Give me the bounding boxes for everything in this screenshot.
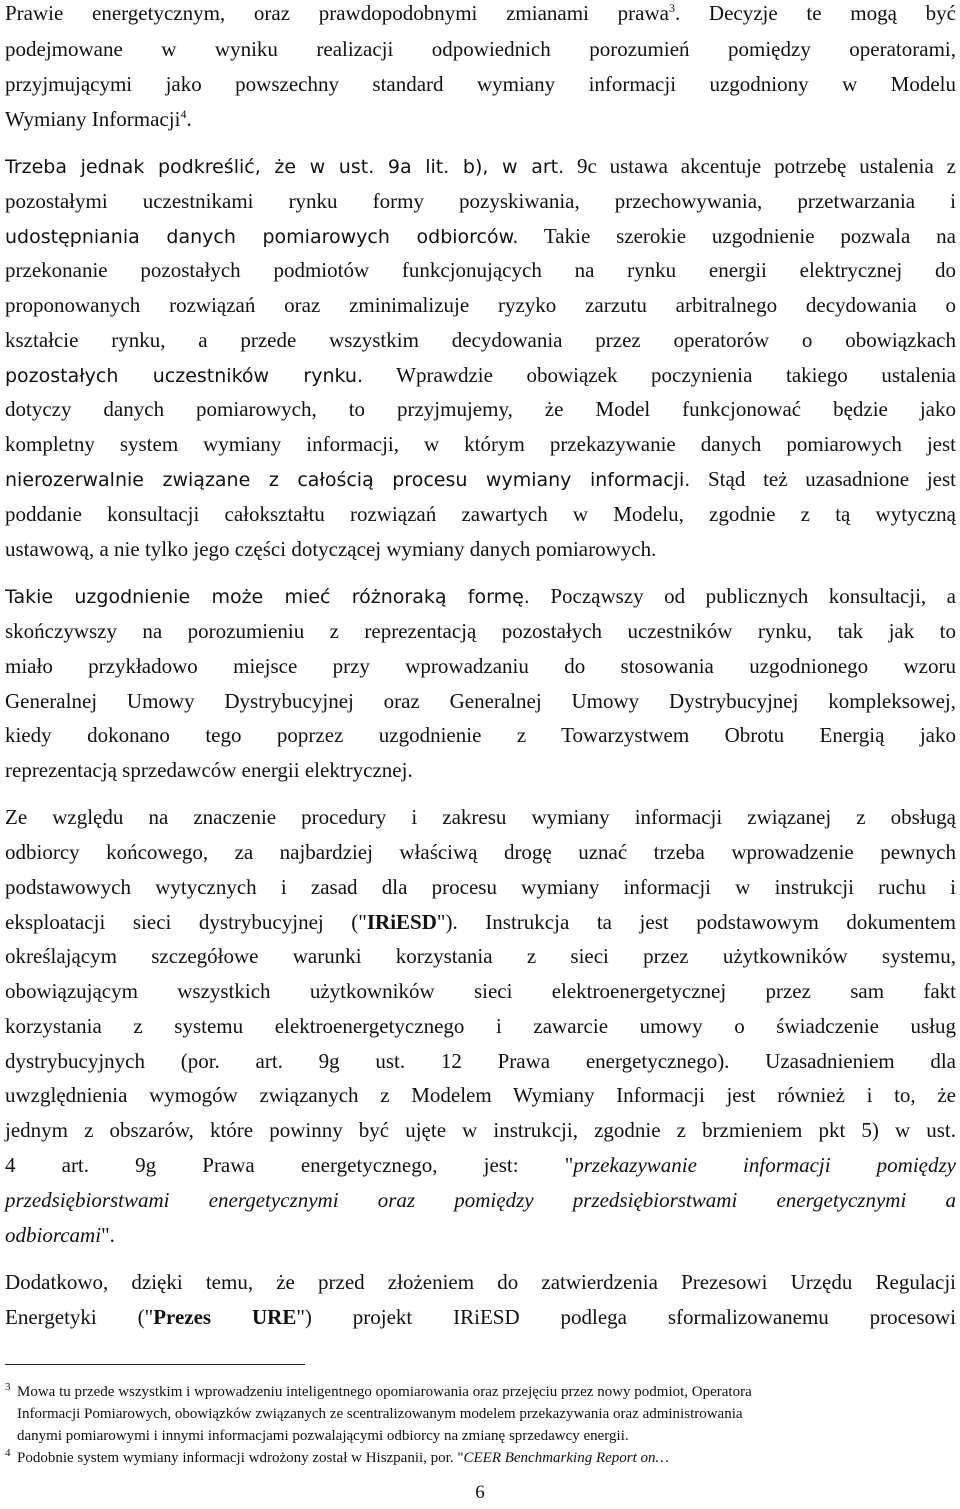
- paragraph-line: przekonanie pozostałych podmiotów funkcjonujących na rynku energii elektrycznej do: [5, 258, 956, 282]
- footnote-ref: 3: [668, 1, 675, 15]
- paragraph-line: odbiorcami".: [5, 1223, 115, 1247]
- footnote-divider: [5, 1364, 305, 1365]
- paragraph-line: kiedy dokonano tego poprzez uzgodnienie z Towarzystwem Obrotu Energią jako: [5, 723, 956, 747]
- paragraph-line: Trzeba jednak podkreślić, że w ust. 9a lit. b), w art. 9c ustawa akcentuje potrzebę ustalenia z: [5, 154, 956, 178]
- paragraph-line: kształcie rynku, a przede wszystkim decydowania przez operatorów o obowiązkach: [5, 328, 956, 352]
- paragraph-line: uwzględnienia wymogów związanych z Modelem Wymiany Informacji jest również i to, że: [5, 1083, 956, 1107]
- paragraph-line: Takie uzgodnienie może mieć różnoraką formę. Począwszy od publicznych konsultacji, a: [5, 584, 956, 608]
- paragraph-line: podejmowane w wyniku realizacji odpowiednich porozumień pomiędzy operatorami,: [5, 37, 956, 61]
- paragraph-line: Wymiany Informacji$^4$.: [5, 107, 192, 131]
- paragraph-line: reprezentacją sprzedawców energii elektrycznej.: [5, 758, 413, 782]
- paragraph-line: przedsiębiorstwami energetycznymi oraz pomiędzy przedsiębiorstwami energetycznymi a: [5, 1188, 956, 1212]
- paragraph-line: proponowanych rozwiązań oraz zminimalizuje ryzyko zarzutu arbitralnego decydowania o: [5, 293, 956, 317]
- footnote-number: 4: [5, 1447, 11, 1459]
- paragraph-line: pozostałymi uczestnikami rynku formy pozyskiwania, przechowywania, przetwarzania i: [5, 189, 956, 213]
- paragraph-line: Dodatkowo, dzięki temu, że przed złożeniem do zatwierdzenia Prezesowi Urzędu Regulacji: [5, 1270, 956, 1294]
- paragraph-line: Generalnej Umowy Dystrybucyjnej oraz Generalnej Umowy Dystrybucyjnej kompleksowej,: [5, 689, 956, 713]
- paragraph-line: eksploatacji sieci dystrybucyjnej ("IRiESD"). Instrukcja ta jest podstawowym dokumentem: [5, 910, 956, 934]
- paragraph-line: korzystania z systemu elektroenergetycznego i zawarcie umowy o świadczenie usług: [5, 1014, 956, 1038]
- paragraph-line: miało przykładowo miejsce przy wprowadzaniu do stosowania uzgodnionego wzoru: [5, 654, 956, 678]
- paragraph-line: określającym szczegółowe warunki korzystania z sieci przez użytkowników systemu,: [5, 944, 956, 968]
- paragraph-line: pozostałych uczestników rynku. Wprawdzie obowiązek poczynienia takiego ustalenia: [5, 363, 956, 387]
- page-number: 6: [475, 1482, 485, 1503]
- paragraph-line: jednym z obszarów, które powinny być ujęte w instrukcji, zgodnie z brzmieniem pkt 5) w ust.: [5, 1118, 956, 1142]
- paragraph-line: kompletny system wymiany informacji, w którym przekazywanie danych pomiarowych jest: [5, 432, 956, 456]
- paragraph-line: dotyczy danych pomiarowych, to przyjmujemy, że Model funkcjonować będzie jako: [5, 397, 956, 421]
- footnote-ref: 4: [180, 107, 187, 121]
- paragraph-line: odbiorcy końcowego, za najbardziej właściwą drogę uznać trzeba wprowadzenie pewnych: [5, 840, 956, 864]
- paragraph-line: poddanie konsultacji całokształtu rozwiązań zawartych w Modelu, zgodnie z tą wytyczną: [5, 502, 956, 526]
- paragraph-line: Energetyki ("Prezes URE") projekt IRiESD podlega sformalizowanemu procesowi: [5, 1305, 956, 1329]
- footnote-number: 3: [5, 1381, 11, 1393]
- paragraph-line: nierozerwalnie związane z całością procesu wymiany informacji. Stąd też uzasadnione jest: [5, 467, 956, 491]
- footnote-3-line: danymi pomiarowymi i innymi informacjami pozwalającymi odbiorcy na zmianę sprzedawcy energii.: [17, 1428, 629, 1444]
- footnote-4: 4 Podobnie system wymiany informacji wdrożony został w Hiszpanii, por. "CEER Benchmarking Report on…: [17, 1449, 957, 1467]
- paragraph-line: 4 art. 9g Prawa energetycznego, jest: "przekazywanie informacji pomiędzy: [5, 1153, 956, 1177]
- paragraph-line: przyjmującymi jako powszechny standard wymiany informacji uzgodniony w Modelu: [5, 72, 956, 96]
- paragraph-line: Prawie energetycznym, oraz prawdopodobnymi zmianami prawa$^3$. Decyzje te mogą być: [5, 1, 956, 25]
- footnote-3-line: Informacji Pomiarowych, obowiązków związanych ze scentralizowanym modelem przekazywania oraz administrowania: [17, 1406, 743, 1422]
- paragraph-line: podstawowych wytycznych i zasad dla procesu wymiany informacji w instrukcji ruchu i: [5, 875, 956, 899]
- footnote-3: 3 Mowa tu przede wszystkim i wprowadzeniu inteligentnego opomiarowania oraz przejęciu przez nowy podmiot, Operatora: [17, 1383, 957, 1401]
- paragraph-line: skończywszy na porozumieniu z reprezentacją pozostałych uczestników rynku, tak jak to: [5, 619, 956, 643]
- paragraph-line: Ze względu na znaczenie procedury i zakresu wymiany informacji związanej z obsługą: [5, 805, 956, 829]
- paragraph-line: obowiązującym wszystkich użytkowników sieci elektroenergetycznej przez sam fakt: [5, 979, 956, 1003]
- paragraph-line: ustawową, a nie tylko jego części dotyczącej wymiany danych pomiarowych.: [5, 537, 657, 561]
- paragraph-line: dystrybucyjnych (por. art. 9g ust. 12 Prawa energetycznego). Uzasadnieniem dla: [5, 1049, 956, 1073]
- paragraph-line: udostępniania danych pomiarowych odbiorców. Takie szerokie uzgodnienie pozwala na: [5, 224, 956, 248]
